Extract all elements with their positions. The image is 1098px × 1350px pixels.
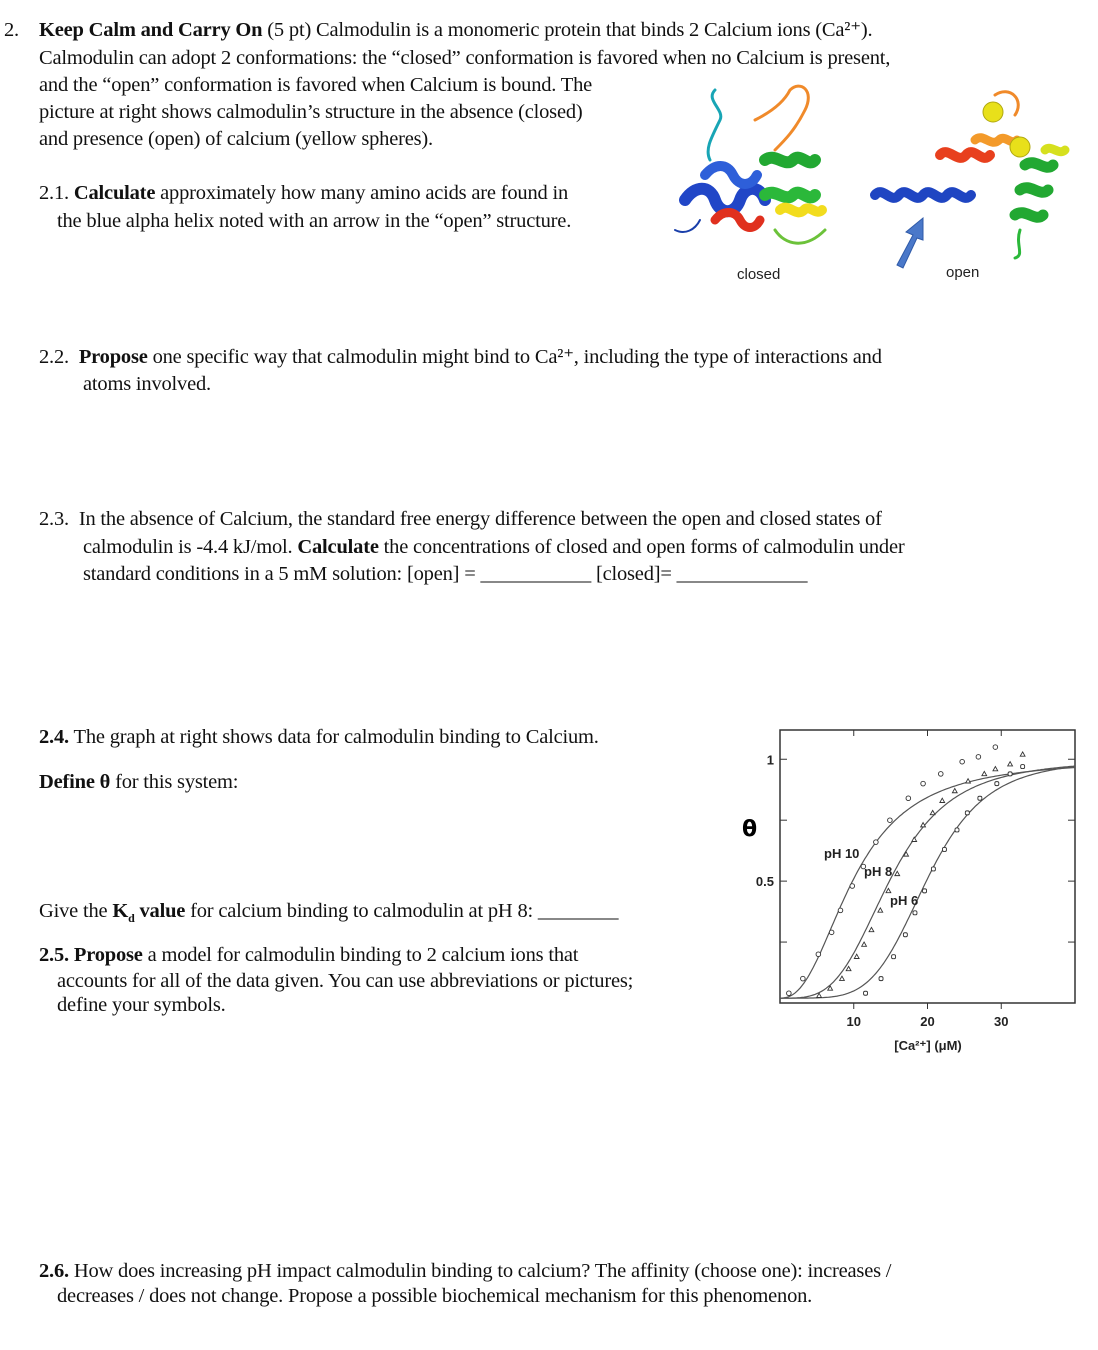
q21-line2: the blue alpha helix noted with an arrow in the “open” structure. bbox=[57, 210, 572, 232]
q24-line1 bbox=[39, 724, 599, 750]
q21-text: approximately how many amino acids are found in bbox=[155, 182, 569, 204]
y-tick-label: 0.5 bbox=[755, 874, 774, 890]
data-point-ph8 bbox=[1008, 762, 1013, 766]
q22-text: one specific way that calmodulin might bind to Ca²⁺, including the type of interactions and bbox=[147, 346, 882, 368]
intro-line4: picture at right shows calmodulin’s structure in the absence (closed) bbox=[39, 101, 583, 123]
intro-line2: Calmodulin can adopt 2 conformations: the “closed” conformation is favored when no Calcium is present, bbox=[39, 47, 891, 69]
data-point-ph6 bbox=[923, 889, 927, 893]
q22-number: 2.2. bbox=[39, 346, 69, 368]
data-point-ph8 bbox=[895, 871, 900, 875]
define-text: for this system: bbox=[110, 771, 239, 793]
data-point-ph6 bbox=[965, 811, 969, 815]
q21-number: 2.1. bbox=[39, 182, 69, 204]
q25-text: a model for calmodulin binding to 2 calcium ions that bbox=[142, 944, 579, 966]
define-verb: Define θ bbox=[39, 771, 111, 793]
q24-define bbox=[39, 769, 238, 795]
series-label-ph8: pH 8 bbox=[864, 864, 893, 879]
x-tick-label: 20 bbox=[920, 1014, 935, 1029]
intro-text: (5 pt) Calmodulin is a monomeric protein that binds 2 Calcium ions (Ca²⁺). bbox=[262, 19, 873, 41]
q26-number: 2.6. bbox=[39, 1260, 69, 1282]
data-point-ph10 bbox=[906, 796, 911, 801]
series-label-ph10: pH 10 bbox=[824, 846, 860, 861]
q22-line1 bbox=[39, 344, 882, 370]
data-point-ph10 bbox=[816, 952, 821, 957]
q25-line1 bbox=[39, 942, 578, 968]
data-point-ph8 bbox=[921, 823, 926, 827]
data-point-ph8 bbox=[982, 771, 987, 775]
intro-line5: and presence (open) of calcium (yellow spheres). bbox=[39, 128, 433, 150]
fit-curve-ph6 bbox=[780, 767, 1075, 999]
data-point-ph10 bbox=[850, 884, 855, 889]
data-point-ph6 bbox=[1021, 765, 1025, 769]
question-title: Keep Calm and Carry On bbox=[39, 19, 263, 41]
kd-value-word: value bbox=[134, 900, 186, 922]
data-point-ph6 bbox=[864, 991, 868, 995]
data-point-ph10 bbox=[960, 759, 965, 764]
q22-line2: atoms involved. bbox=[83, 373, 211, 395]
data-point-ph10 bbox=[801, 976, 806, 981]
data-point-ph8 bbox=[862, 942, 867, 946]
q21-verb: Calculate bbox=[73, 182, 156, 204]
kd-text: for calcium binding to calmodulin at pH 8: ________ bbox=[185, 900, 619, 922]
q21-line1 bbox=[39, 180, 568, 206]
question-2-number: 2. bbox=[4, 19, 19, 41]
data-point-ph6 bbox=[892, 955, 896, 959]
data-point-ph6 bbox=[942, 847, 946, 851]
series-label-ph6: pH 6 bbox=[890, 893, 919, 908]
q23-verb: Calculate bbox=[297, 536, 379, 558]
data-point-ph6 bbox=[931, 867, 935, 871]
closed-label: closed bbox=[737, 266, 781, 283]
data-point-ph6 bbox=[879, 977, 883, 981]
kd-sub: d bbox=[128, 911, 135, 926]
q23-text: In the absence of Calcium, the standard free energy difference between the open and closed states of bbox=[78, 508, 882, 530]
q23-line3: standard conditions in a 5 mM solution: [open] = ___________ [closed]= _____________ bbox=[83, 563, 808, 585]
data-point-ph8 bbox=[878, 908, 883, 912]
data-point-ph6 bbox=[978, 796, 982, 800]
q23-number: 2.3. bbox=[39, 508, 69, 530]
q22-verb: Propose bbox=[78, 346, 148, 368]
data-point-ph6 bbox=[903, 933, 907, 937]
y-tick-label: 1 bbox=[766, 752, 774, 768]
kd-k: K bbox=[112, 900, 129, 922]
data-point-ph6 bbox=[995, 782, 999, 786]
data-point-ph8 bbox=[869, 927, 874, 931]
data-point-ph10 bbox=[874, 840, 879, 845]
q23-text-b: the concentrations of closed and open forms of calmodulin under bbox=[378, 536, 905, 558]
closed-structure bbox=[675, 86, 825, 243]
q26-line2: decreases / does not change. Propose a possible biochemical mechanism for this phenomenon. bbox=[57, 1285, 813, 1307]
data-point-ph6 bbox=[955, 828, 959, 832]
intro-line3: and the “open” conformation is favored when Calcium is bound. The bbox=[39, 74, 593, 96]
open-label: open bbox=[946, 264, 980, 281]
arrow-icon bbox=[897, 218, 923, 268]
fit-curve-ph10 bbox=[780, 768, 1075, 999]
data-point-ph10 bbox=[787, 991, 792, 996]
x-tick-label: 30 bbox=[994, 1014, 1009, 1029]
data-point-ph8 bbox=[993, 767, 998, 771]
fit-curve-ph8 bbox=[780, 766, 1075, 998]
calmodulin-structure-figure bbox=[665, 80, 1085, 270]
give-text: Give the bbox=[39, 900, 113, 922]
y-axis-label: θ bbox=[742, 817, 758, 842]
open-structure bbox=[875, 92, 1065, 258]
data-point-ph10 bbox=[838, 908, 843, 913]
data-point-ph10 bbox=[938, 772, 943, 777]
q24-text: The graph at right shows data for calmodulin binding to Calcium. bbox=[68, 726, 599, 748]
question-2-line1 bbox=[39, 17, 872, 43]
q24-kd bbox=[39, 898, 618, 931]
data-point-ph8 bbox=[940, 798, 945, 802]
data-point-ph10 bbox=[921, 781, 926, 786]
data-point-ph10 bbox=[888, 818, 893, 823]
x-axis-label: [Ca²⁺] (μM) bbox=[894, 1038, 962, 1053]
data-point-ph8 bbox=[840, 976, 845, 980]
data-point-ph10 bbox=[993, 745, 998, 750]
q24-number: 2.4. bbox=[39, 726, 69, 748]
q26-text: How does increasing pH impact calmodulin binding to calcium? The affinity (choose one): increases / bbox=[68, 1260, 892, 1282]
data-point-ph10 bbox=[976, 755, 981, 760]
q23-text-a: calmodulin is -4.4 kJ/mol. bbox=[83, 536, 298, 558]
q26-line1 bbox=[39, 1258, 891, 1284]
q25-verb: Propose bbox=[68, 944, 143, 966]
q25-number: 2.5. bbox=[39, 944, 69, 966]
binding-curve-chart bbox=[730, 720, 1090, 1060]
data-point-ph8 bbox=[966, 779, 971, 783]
q23-line2 bbox=[83, 534, 904, 560]
data-point-ph8 bbox=[912, 837, 917, 841]
data-point-ph6 bbox=[913, 911, 917, 915]
data-point-ph8 bbox=[930, 810, 935, 814]
q25-line3: define your symbols. bbox=[57, 994, 226, 1016]
data-point-ph10 bbox=[829, 930, 834, 935]
data-point-ph8 bbox=[854, 954, 859, 958]
q25-line2: accounts for all of the data given. You can use abbreviations or pictures; bbox=[57, 970, 634, 992]
data-point-ph6 bbox=[1008, 772, 1012, 776]
data-point-ph8 bbox=[904, 852, 909, 856]
data-point-ph8 bbox=[846, 966, 851, 970]
data-point-ph8 bbox=[1020, 752, 1025, 756]
q23-line1 bbox=[39, 506, 882, 532]
data-point-ph8 bbox=[952, 788, 957, 792]
x-tick-label: 10 bbox=[846, 1014, 861, 1029]
